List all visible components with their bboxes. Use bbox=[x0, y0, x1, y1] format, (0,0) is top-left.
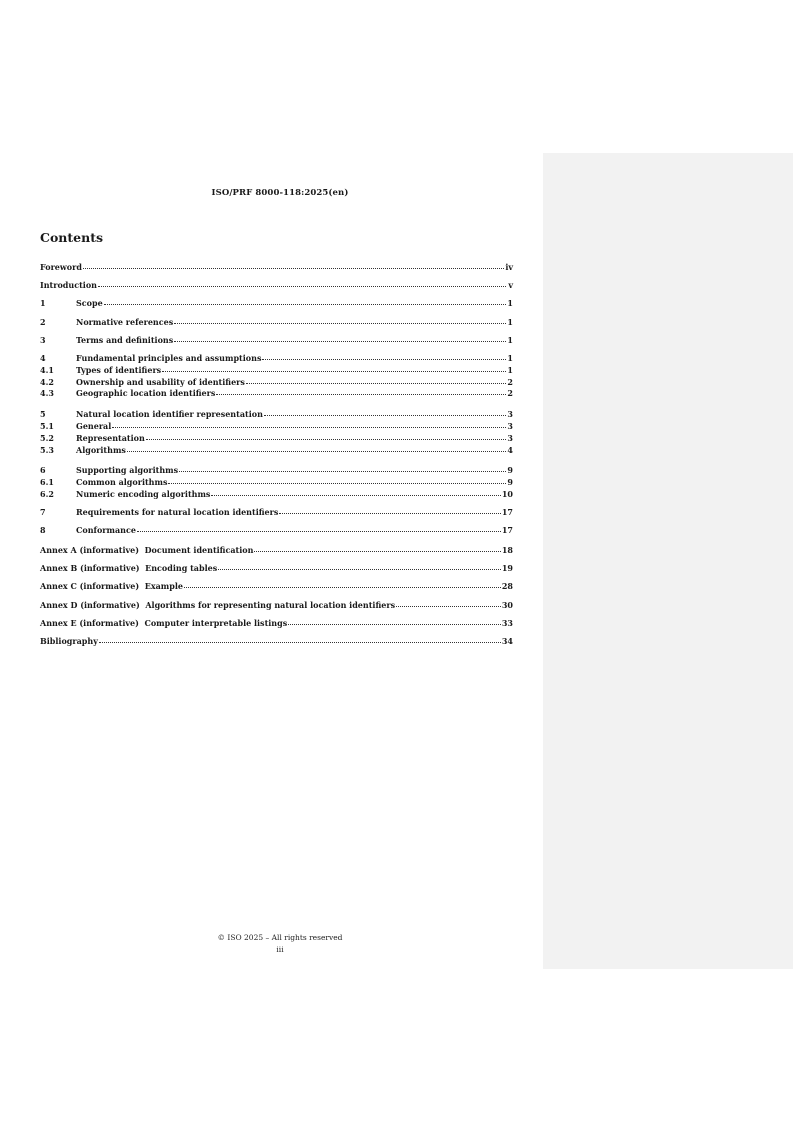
dot-leader bbox=[184, 579, 501, 588]
toc-entry-page[interactable]: 3 bbox=[507, 421, 513, 431]
toc-entry-title[interactable]: Bibliography bbox=[40, 636, 98, 646]
toc-entry-number: 5.2 bbox=[40, 433, 54, 443]
toc-entry-number: 5.1 bbox=[40, 421, 54, 431]
toc-entry-title[interactable]: Foreword bbox=[40, 262, 82, 272]
toc-entry-number: 5.3 bbox=[40, 445, 54, 455]
toc-entry-number: 4.2 bbox=[40, 377, 54, 387]
toc-entry-page[interactable]: 3 bbox=[507, 433, 513, 443]
toc-entry-title[interactable]: Algorithms bbox=[76, 445, 126, 455]
toc-entry-page[interactable]: 2 bbox=[507, 388, 513, 398]
toc-entry[interactable] bbox=[40, 524, 513, 536]
toc-entry-number: 2 bbox=[40, 317, 46, 327]
dot-leader bbox=[104, 296, 506, 305]
toc-entry-page[interactable]: 1 bbox=[507, 298, 513, 308]
toc-entry[interactable] bbox=[40, 580, 513, 592]
toc-entry-title[interactable]: Common algorithms bbox=[76, 477, 168, 487]
toc-entry-number: 6.2 bbox=[40, 489, 54, 499]
toc-entry-title[interactable]: Representation bbox=[76, 433, 145, 443]
toc-entry-title[interactable]: Annex B (informative) Encoding tables bbox=[40, 563, 218, 573]
dot-leader bbox=[264, 407, 506, 416]
toc-entry[interactable] bbox=[40, 488, 513, 500]
dot-leader bbox=[98, 278, 506, 287]
toc-entry[interactable] bbox=[40, 599, 513, 611]
toc-entry-number: 8 bbox=[40, 525, 46, 535]
toc-entry-number: 4 bbox=[40, 353, 46, 363]
toc-entry[interactable] bbox=[40, 316, 513, 328]
toc-entry-page[interactable]: 17 bbox=[501, 507, 513, 517]
copyright-footer: © ISO 2025 – All rights reserved bbox=[217, 933, 343, 942]
toc-entry-title[interactable]: Fundamental principles and assumptions bbox=[76, 353, 262, 363]
dot-leader bbox=[246, 375, 506, 384]
toc-entry-page[interactable]: 18 bbox=[501, 545, 513, 555]
toc-entry-number: 4.3 bbox=[40, 388, 54, 398]
toc-entry[interactable] bbox=[40, 617, 513, 629]
toc-entry-page[interactable]: 19 bbox=[501, 563, 513, 573]
dot-leader bbox=[218, 561, 501, 570]
toc-entry[interactable] bbox=[40, 635, 513, 647]
toc-entry[interactable] bbox=[40, 279, 513, 291]
toc-entry-number: 7 bbox=[40, 507, 46, 517]
dot-leader bbox=[162, 363, 506, 372]
toc-entry-page[interactable]: 17 bbox=[501, 525, 513, 535]
toc-entry-page[interactable]: 1 bbox=[507, 353, 513, 363]
toc-entry-title[interactable]: Natural location identifier representation bbox=[76, 409, 263, 419]
toc-entry[interactable] bbox=[40, 562, 513, 574]
toc-entry-number: 4.1 bbox=[40, 365, 54, 375]
dot-leader bbox=[288, 616, 501, 625]
toc-entry[interactable] bbox=[40, 387, 513, 399]
dot-leader bbox=[216, 386, 506, 395]
toc-entry-title[interactable]: Annex E (informative) Computer interpretable listings bbox=[40, 618, 288, 628]
toc-entry-page[interactable]: 34 bbox=[501, 636, 513, 646]
toc-entry-title[interactable]: Introduction bbox=[40, 280, 97, 290]
toc-entry-title[interactable]: Numeric encoding algorithms bbox=[76, 489, 211, 499]
document-header: ISO/PRF 8000-118:2025(en) bbox=[211, 188, 349, 198]
toc-entry-page[interactable]: 1 bbox=[507, 317, 513, 327]
dot-leader bbox=[262, 351, 506, 360]
toc-entry[interactable] bbox=[40, 506, 513, 518]
toc-entry-title[interactable]: Terms and definitions bbox=[76, 335, 174, 345]
toc-entry-title[interactable]: Conformance bbox=[76, 525, 136, 535]
toc-entry-title[interactable]: Annex D (informative) Algorithms for representing natural location identifiers bbox=[40, 600, 396, 610]
toc-entry-title[interactable]: Ownership and usability of identifiers bbox=[76, 377, 245, 387]
toc-entry[interactable] bbox=[40, 334, 513, 346]
toc-entry-page[interactable]: 1 bbox=[507, 365, 513, 375]
toc-entry-number: 1 bbox=[40, 298, 46, 308]
dot-leader bbox=[179, 463, 506, 472]
page-number: iii bbox=[276, 945, 284, 954]
toc-entry-page[interactable]: 9 bbox=[507, 477, 513, 487]
dot-leader bbox=[137, 523, 501, 532]
dot-leader bbox=[83, 260, 504, 269]
contents-heading: Contents bbox=[40, 230, 104, 245]
toc-entry[interactable] bbox=[40, 261, 513, 273]
toc-entry-page[interactable]: 28 bbox=[501, 581, 513, 591]
dot-leader bbox=[168, 475, 506, 484]
dot-leader bbox=[396, 598, 501, 607]
dot-leader bbox=[127, 443, 506, 452]
toc-entry-page[interactable]: 9 bbox=[507, 465, 513, 475]
toc-entry[interactable] bbox=[40, 444, 513, 456]
toc-entry-page[interactable]: 2 bbox=[507, 377, 513, 387]
dot-leader bbox=[146, 431, 506, 440]
dot-leader bbox=[99, 634, 501, 643]
toc-entry-title[interactable]: Normative references bbox=[76, 317, 174, 327]
toc-entry-title[interactable]: General bbox=[76, 421, 112, 431]
toc-entry-number: 6 bbox=[40, 465, 46, 475]
toc-entry-page[interactable]: 3 bbox=[507, 409, 513, 419]
dot-leader bbox=[112, 419, 506, 428]
toc-entry[interactable] bbox=[40, 544, 513, 556]
toc-entry-title[interactable]: Annex C (informative) Example bbox=[40, 581, 183, 591]
toc-entry-page[interactable]: 4 bbox=[507, 445, 513, 455]
dot-leader bbox=[254, 543, 500, 552]
toc-entry-page[interactable]: 10 bbox=[501, 489, 513, 499]
toc-entry-page[interactable]: iv bbox=[505, 262, 513, 272]
toc-entry-title[interactable]: Requirements for natural location identifiers bbox=[76, 507, 279, 517]
toc-entry-number: 3 bbox=[40, 335, 46, 345]
toc-entry-number: 6.1 bbox=[40, 477, 54, 487]
toc-entry-title[interactable]: Types of identifiers bbox=[76, 365, 162, 375]
dot-leader bbox=[174, 315, 506, 324]
dot-leader bbox=[211, 487, 500, 496]
dot-leader bbox=[279, 505, 501, 514]
toc-entry-title[interactable]: Annex A (informative) Document identification bbox=[40, 545, 254, 555]
comment-pane bbox=[543, 153, 793, 969]
toc-entry-title[interactable]: Geographic location identifiers bbox=[76, 388, 216, 398]
toc-entry-title[interactable]: Scope bbox=[76, 298, 103, 308]
toc-entry-page[interactable]: v bbox=[508, 280, 513, 290]
toc-entry-title[interactable]: Supporting algorithms bbox=[76, 465, 179, 475]
toc-entry-page[interactable]: 1 bbox=[507, 335, 513, 345]
toc-entry-page[interactable]: 30 bbox=[501, 600, 513, 610]
toc-entry-number: 5 bbox=[40, 409, 46, 419]
toc-entry[interactable] bbox=[40, 297, 513, 309]
toc-entry-page[interactable]: 33 bbox=[501, 618, 513, 628]
dot-leader bbox=[174, 333, 506, 342]
